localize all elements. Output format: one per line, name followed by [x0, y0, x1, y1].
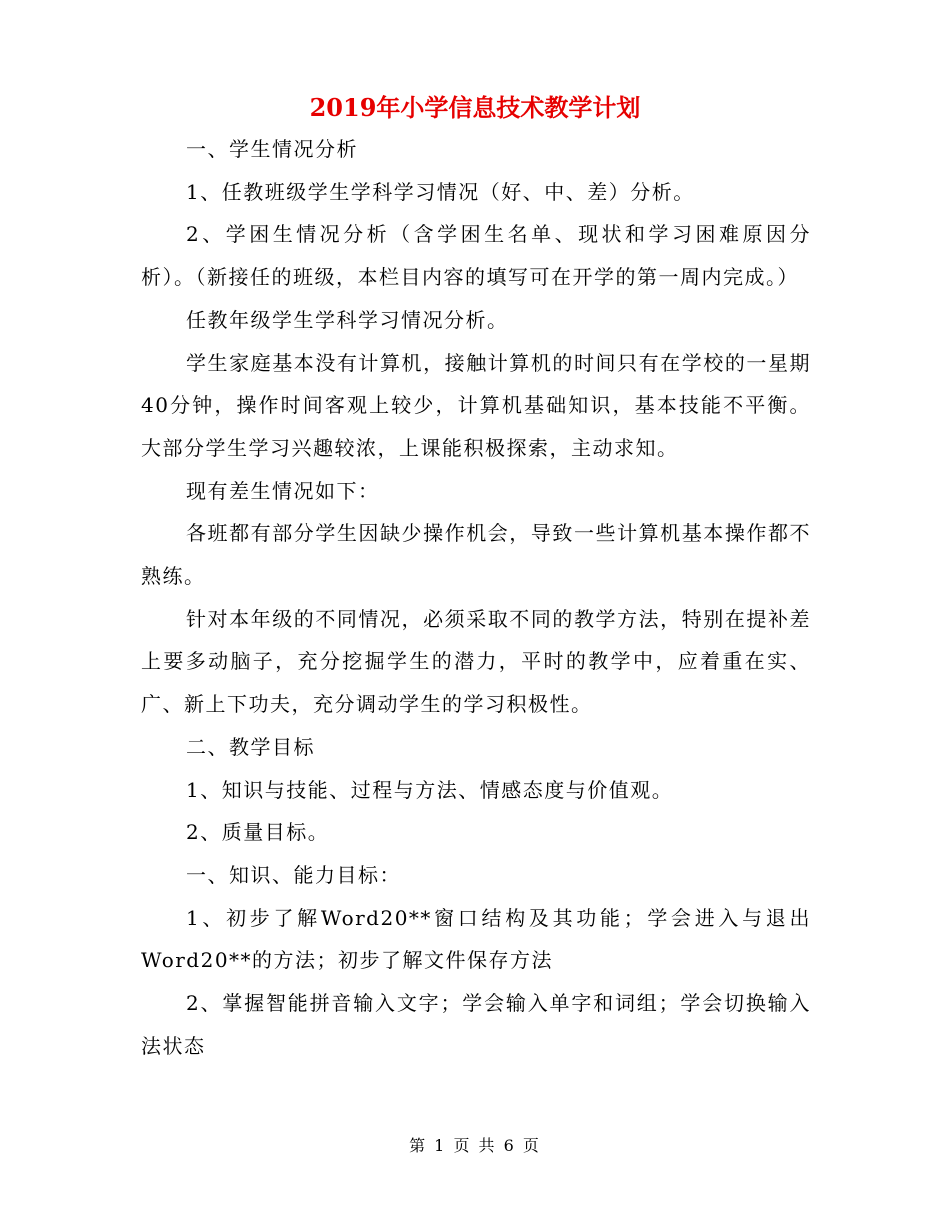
paragraph: 任教年级学生学科学习情况分析。 — [186, 307, 509, 332]
document-body — [141, 128, 811, 1067]
subsection-heading: 一、知识、能力目标： — [186, 862, 401, 887]
paragraph: 1、知识与技能、过程与方法、情感态度与价值观。 — [186, 777, 674, 802]
paragraph: 现有差生情况如下： — [186, 478, 380, 503]
paragraph: 各班都有部分学生因缺少操作机会，导致一些计算机基本操作都不熟练。 — [141, 521, 811, 589]
document-title: 2019年小学信息技术教学计划 — [309, 93, 641, 122]
paragraph: 2、掌握智能拼音输入文字；学会输入单字和词组；学会切换输入法状态 — [141, 991, 811, 1058]
page-number-footer: 第 1 页 共 6 页 — [409, 1136, 541, 1155]
section-heading-teaching-goals: 二、教学目标 — [186, 734, 315, 759]
paragraph: 2、学困生情况分析（含学困生名单、现状和学习困难原因分析）。（新接任的班级，本栏目内容的填写可在开学的第一周内完成。） — [141, 222, 811, 290]
paragraph: 1、初步了解Word20**窗口结构及其功能；学会进入与退出Word20**的方法；初步了解文件保存方法 — [141, 905, 811, 973]
paragraph: 学生家庭基本没有计算机，接触计算机的时间只有在学校的一星期40分钟，操作时间客观上较少，计算机基础知识，基本技能不平衡。大部分学生学习兴趣较浓，上课能积极探索，主动求知。 — [141, 350, 811, 460]
paragraph: 针对本年级的不同情况，必须采取不同的教学方法，特别在提补差上要多动脑子，充分挖掘学生的潜力，平时的教学中，应着重在实、广、新上下功夫，充分调动学生的学习积极性。 — [141, 606, 811, 717]
paragraph: 1、任教班级学生学科学习情况（好、中、差）分析。 — [186, 179, 695, 204]
section-heading-student-analysis: 一、学生情况分析 — [186, 137, 358, 161]
paragraph: 2、质量目标。 — [186, 820, 330, 845]
